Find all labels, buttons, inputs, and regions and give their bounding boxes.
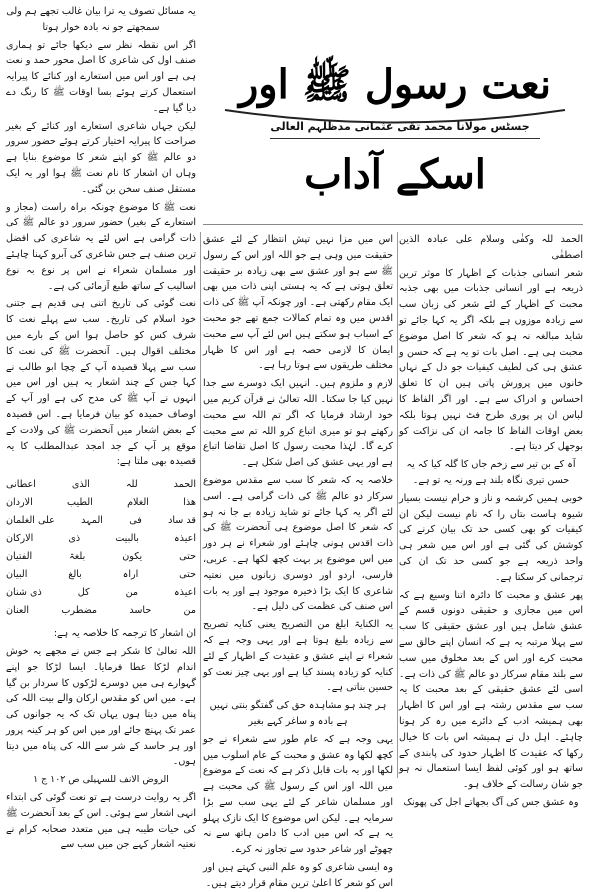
column-right [399,232,583,808]
header-divider [203,224,583,225]
poem-line: قد ساد فی المہد علی الغلمان [6,515,196,527]
column-left [6,4,196,851]
paragraph: اس میں مزا نہیں تپش انتظار کے لئے عشق حقیقت میں وہی ہے جو اللہ اور اس کے رسول ﷺ سے ہو اور عشق سے بھی زیادہ بر حقیقت تعلق ہوتی ہے کہ یہ ہستی اپنی ذات میں بھی ایک مقام رکھتی ہے۔ اور چونکہ آپ ﷺ کی ذات اقدس میں وہ تمام کمالات جمع تھے جو محبت کے اسباب ہو سکتے ہیں اس لئے آپ سے محبت ایمان کا لازمی حصہ ہے اور اس کا ظہار مختلف طریقوں سے ہوتا رہا ہے۔ [203,234,393,372]
paragraph: نعت گوئی کی تاریخ اتنی ہی قدیم ہے جتنی خود اسلام کی تاریخ۔ سب سے پہلے نعت کا شرف کس کو حاصل ہوا اس کے بارے میں مختلف اقوال ہیں۔ آنحضرت ﷺ کی نعت کا سب سے پہلا قصیدہ آپ کے چچا ابو طالب نے کہا جس کے چند اشعار یہ ہیں اور اس میں انہوں نے آپ ﷺ کی مدح کی ہے اور آپ کے اوصاف حمیدہ کو بیان فرمایا ہے۔ اس قصیدہ کے بعض اشعار میں آنحضرت ﷺ کی ولادت کے موقع پر آپ کے جد امجد عبدالمطلب کا یہ قصیدہ بھی ملتا ہے: [6,298,196,468]
article-title [205,40,585,198]
poem-line: اعیذہ بالبیت ذی الارکان [6,533,196,545]
paragraph: خوبی ہمیں کرشمہ و ناز و خرام نیست بسیار شیوہ ہاست بتاں را کہ نام نیست لیکن ان کیفیات کو بھی کسی حد تک بیان کرنے کی کوشش کی گئی ہے اور اس میں شعر ہی واحد ذریعہ ہے جو کسی حد تک ان کی ترجمانی کر سکتا ہے۔ [399,492,583,583]
paragraph: اگر اس نقطہ نظر سے دیکھا جائے تو ہماری صنف اول کی شاعری کا اصل محور حمد و نعت ہی ہے اور اس میں استعارے اور کنائے کا پیرایہ استعمال کرتے ہوئے بسا اوقات ﷺ کا رنگ دے دیا گیا ہے۔ [6,39,196,114]
paragraph: لیکن جہاں شاعری استعارے اور کنائے کے بغیر صراحت کا پیرایہ اختیار کرتے ہوئے حضور سرور دو عالم ﷺ کو اپنے شعر کا موضوع بنایا ہے وہاں ان اشعار کا نام نعت ﷺ ہوا اور یہ ایک مستقل صنف سخن بن گئی۔ [6,120,196,195]
verse: آہ کے بن تیر سے زخم جاں کا گلہ کیا کہ یہ حسن تیری نگاہ بلند ہے ورنہ یہ تو ہے۔ [406,459,576,486]
poem-line: من حاسد مضطرب العنان [6,605,196,617]
column-middle [203,232,393,889]
paragraph: نعت ﷺ کا موضوع چونکہ براہ راست (مجاز و استعارے کے بغیر) حضور سرور دو عالم ﷺ کی ذات گرامی ہے اس لئے یہ شاعری کی افضل ترین صنف ہے جس شاعری کی آبرو کہنا چاہئے اور مسلمان شعراء نے اس پر نوع بہ نوع اسالیب کے ساتھ طبع آزمائی کی ہے۔ [6,201,196,292]
poem-line: ھذا الغلام الطیب الاردان [6,497,196,509]
poem-line: الحمد للہ الذی اعطانی [6,479,196,491]
paragraph: اگر یہ روایت درست ہے تو نعت گوئی کی ابتداء انہی اشعار سے ہوئی۔ اس کے بعد آنحضرت ﷺ کی حیات طیبہ ہی میں متعدد صحابہ کرام نے نعتیہ اشعار کہے جن میں سب سے [6,792,196,851]
paragraph: ان اشعار کا ترجمہ کا خلاصہ یہ ہے: [53,628,196,640]
paragraph: شعر انسانی جذبات کے اظہار کا موثر ترین ذریعہ ہے اور انسانی جذبات میں بھی جذبہ محبت کے اظہار کے لئے شعر کی زبان سب سے زیادہ موزوں ہے بلکہ اگر یہ کہا جائے تو شاید مبالغہ نہ ہو کہ شعر کا اصل موضوع محبت ہی ہے۔ اصل بات تو یہ ہے کہ حسن و عشق ہی کی لطیف کیفیات جو دل کے نہاں خانوں میں پرورش پاتی ہیں ان کا تعلق احساس و ادراک سے ہے۔ اور اگر الفاظ کا لباس ان پر پوری طرح فٹ نہیں ہوتا بلکہ بعض اوقات الفاظ کا جامہ ان کی نزاکت کو بوجھل کر دیتا ہے۔ [399,267,583,453]
column-divider-right [397,232,398,778]
poem-line: حتی اراہ بالغ البیان [6,569,196,581]
paragraph: پھر عشق و محبت کا دائرہ اتنا وسیع ہے کہ اس میں مجازی و حقیقی دونوں قسم کے عشق شامل ہیں اور عشق حقیقی کا سب سے پہلا مرتبہ یہ ہے کہ انسان اپنے خالق سے محبت کرے اور اس کے بعد مخلوق میں سب سے بلند مقام سرکار دو عالم ﷺ کی ذات ہے۔ اسی لئے عشق حقیقی کے بعد محبت کا یہ سب سے مقدس رشتہ ہے اور اس کا اظہار بھی ہمیشہ ادب کے دائرے میں رہ کر ہونا چاہئے۔ اہل دل نے ہمیشہ اس بات کا خیال رکھا کہ عقیدت کا اظہار حدود کی پابندی کے ساتھ ہو اور کوئی لفظ ایسا استعمال نہ ہو جو شان رسالت کے خلاف ہو۔ [399,589,583,791]
citation: الروض الانف للسہیلی ص ۱۰۲ ج ۱ [33,774,169,786]
verse: یہ مسائل تصوف یہ ترا بیان غالب تجھے ہم ولی سمجھتے جو نہ بادہ خوار ہوتا [6,6,196,33]
author-byline: جسٹس مولانا محمد تقی عثمانی مدظلہم العالی [270,120,530,133]
paragraph: خلاصہ یہ کہ شعر کا سب سے مقدس موضوع سرکار دو عالم ﷺ کی ذات گرامی ہے۔ اسی لئے اگر یہ کہا جائے تو شاید زیادہ بے جا نہ ہو کہ شعر کا اصل موضوع ہی آنحضرت ﷺ کی ذات اقدس ہونی چاہئے اور شعراء نے ہر دور میں اس موضوع پر بہت کچھ لکھا ہے۔ عربی، فارسی، اردو اور دوسری زبانوں میں نعتیہ شاعری کا ایک بڑا ذخیرہ موجود ہے اور یہ بات اس صنف کی عظمت کی دلیل ہے۔ [203,474,393,613]
paragraph: اللہ تعالیٰ کا شکر ہے جس نے مجھے یہ خوش اندام لڑکا عطا فرمایا۔ ایسا لڑکا جو اپنے گہوارے ہی میں دوسرے لڑکوں کا سردار بن گیا ہے۔ میں اس کو مقدس ارکان والے بیت اللہ کی پناہ میں دیتا ہوں یہاں تک کہ یہ جوانوں کی عمر تک پہنچ جائے اور میں اس کو ہر کینہ پرور اور ہر حاسد کے شر سے اللہ کی پناہ میں دیتا ہوں۔ [6,645,196,768]
paragraph: یہی وجہ ہے کہ عام طور سے شعراء نے جو کچھ لکھا وہ عشق و محبت کے عام اسلوب میں لکھا اور یہ بات قابل ذکر ہے کہ نعت کے موضوع میں اللہ اور اس کے رسول ﷺ کی محبت ہے اور مسلمان شاعر کے لئے یہی سب سے بڑا سرمایہ ہے۔ لیکن اس موضوع کا ایک نازک پہلو یہ ہے کہ اس میں ادب کا دامن ہاتھ سے نہ چھوٹے اور شاعر حدود سے تجاوز نہ کرے۔ [203,733,393,856]
byline-underline [270,138,540,139]
title-text: نعت رسول ﷺ اور اسکے آداب [238,61,552,198]
paragraph: یہ الکنایۃ ابلغ من التصریح یعنی کنایہ تصریح سے زیادہ بلیغ ہوتا ہے اور یہی وجہ ہے کہ شعراء نے اپنے عشق و عقیدت کے اظہار کے لئے کنایہ کو زیادہ پسند کیا ہے اور یہی چیز نعت کو حسین بناتی ہے۔ [203,619,393,694]
arabic-poem [6,476,196,620]
paragraph: الحمد للہ وکفٰی وسلام علی عبادہ الذین اصطفٰی [399,234,583,261]
poem-line: حتی یکون بلغۃ الفتیان [6,551,196,563]
paragraph: لازم و ملزوم ہیں۔ انہیں ایک دوسرے سے جدا نہیں کیا جا سکتا۔ اللہ تعالیٰ نے قرآن کریم میں خود ارشاد فرمایا کہ اگر تم اللہ سے محبت رکھتے ہو تو میری اتباع کرو اللہ تم سے محبت کرے گا۔ لہٰذا محبت رسول کا اصل تقاضا اتباع ہے اور یہی عشق کی اصل شکل ہے۔ [203,378,393,469]
column-divider-left [200,232,201,778]
verse: ہر چند ہو مشاہدہ حق کی گفتگو بنتی نہیں ہے بادہ و ساغر کہے بغیر [209,700,387,727]
verse: وہ عشق جس کی آگ بجھاتے اجل کی پھونک [403,796,579,808]
paragraph: وہ ایسی شاعری کو وہ علم النبی کہتے ہیں اور اس کو شعر کا اعلیٰ ترین مقام قرار دیتے ہیں۔ [203,862,393,889]
poem-line: اعیذہ من کل ذی شنان [6,587,196,599]
